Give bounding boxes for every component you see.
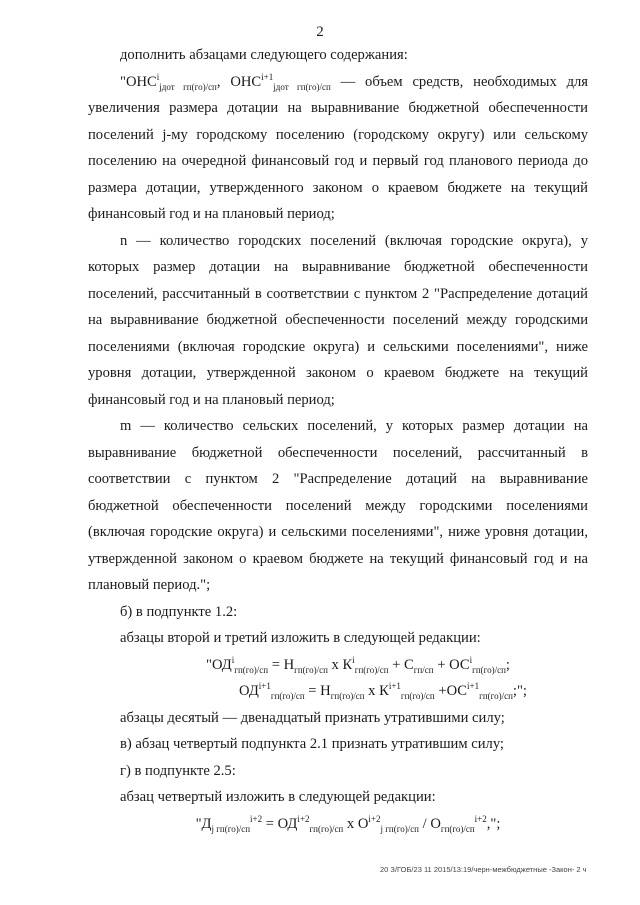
intro-paragraph: дополнить абзацами следующего содержания: [120,47,408,63]
page-number: 2 [316,24,324,40]
formula-od-i: "$ОД^i_{гп(го)/сп} = Н_{гп(го)/сп}$ х $К^i_{гп(го)/сп} + С_{гп/сп} + ОС^i_{гп(го)/сп}$; [206,654,510,675]
formula-d-i-plus-2: "$Д_{j гп(го)/сп}^{i+2} = ОД^{i+2}_{гп(го)/сп}$ х $О^{i+2}_{j гп(го)/сп} / О_{гп(го)/сп}^{i+2}$,"; [195,813,501,834]
item-g-instruction: абзац четвертый изложить в следующей редакции: [120,789,436,805]
item-b-repeal: абзацы десятый — двенадцатый признать утратившими силу; [120,709,505,726]
item-b-instruction: абзацы второй и третий изложить в следующей редакции: [120,630,481,646]
document-body [88,42,588,837]
document-footer: 20 З/ГОБ/23 11 2015/13:19/черн-межбюджетные -Закон- 2 ч [380,865,587,874]
item-v: в) абзац четвертый подпункта 2.1 признать утратившим силу; [120,736,504,752]
item-b-heading: б) в подпункте 1.2: [120,603,238,620]
item-g-heading: г) в подпункте 2.5: [120,762,236,779]
m-definition-paragraph: m — количество сельских поселений, у которых размер дотации на выравнивание бюджетной обеспеченности поселений, рассчитанный в соответствии с пунктом 2 "Распределение дотаций на выравнивание бюджетной обеспеченности поселений между городскими поселениями (включая городские округа) и сельскими поселениями", ниже уровня дотации, утвержденной законом о краевом бюджете на текущий финансовый год и на плановый период."; [88,418,588,593]
n-definition-paragraph: n — количество городских поселений (включая городские округа), у которых размер дотации на выравнивание бюджетной обеспеченности поселений, рассчитанный в соответствии с пунктом 2 "Распределение дотаций на выравнивание бюджетной обеспеченности поселений между городскими поселениями (включая городские округа) и сельскими поселениями", ниже уровня дотации, утвержденной законом о краевом бюджете на текущий финансовый год и на плановый период; [88,232,588,408]
formula-od-i-plus-1: $ОД^{i+1}_{гп(го)/сп} = Н_{гп(го)/сп}$ х $К^{i+1}_{гп(го)/сп} +ОС^{i+1}_{гп(го)/сп}$;"; [239,681,527,701]
ons-definition-paragraph: "$ОНС^i_{jдот гп(го)/сп}$, $ОНС^{i+1}_{jдот гп(го)/сп}$ — объем средств, необходимых для увеличения размера дотации на выравнивание бюджетной обеспеченности поселений j-му городскому поселению (городскому округу) или сельскому поселению на очередной финансовый год и первый год планового периода до размера дотации, утвержденного законом о краевом бюджете на текущий финансовый год и на плановый период; [88,71,588,222]
